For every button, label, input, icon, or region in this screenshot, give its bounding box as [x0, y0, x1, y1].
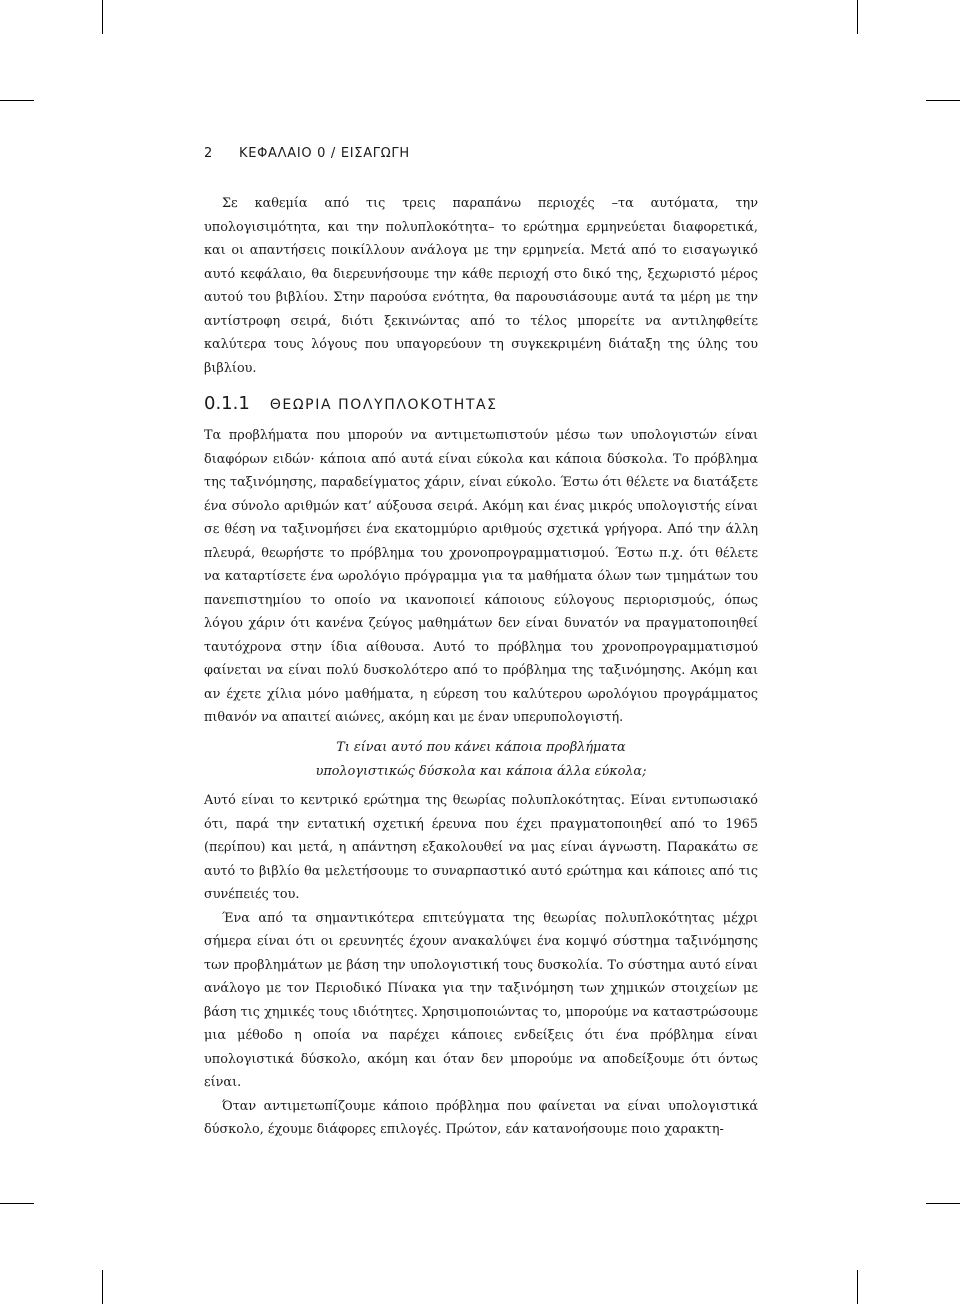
page-number: 2 [204, 146, 213, 161]
intro-paragraph: Σε καθεμία από τις τρεις παραπάνω περιοχές –τα αυτόματα, την υπολογισιμότητα, και την πολυπλοκότητα– το ερώτημα ερμηνεύεται διαφορετικά, και οι απαντήσεις ποικίλλουν ανάλογα με την ερμηνεία. Μετά από το εισαγωγικό αυτό κεφάλαιο, θα διερευνήσουμε την κάθε περιοχή στο δικό της, ξεχωριστό μέρος αυτού του βιβλίου. Στην παρούσα ενότητα, θα παρουσιάσουμε αυτά τα μέρη με την αντίστροφη σειρά, διότι ξεκινώντας από το τέλος μπορείτε να αντιληφθείτε καλύτερα τους λόγους που υπαγορεύουν τη συγκεκριμένη διάταξη της ύλης του βιβλίου. [204, 196, 758, 376]
crop-mark-left-bottom [0, 1203, 34, 1204]
central-question-line-1: Τι είναι αυτό που κάνει κάποια προβλήματα [336, 740, 626, 755]
crop-mark-bottom-right [857, 1270, 858, 1304]
body-block [204, 789, 758, 1142]
body-paragraph-1: Αυτό είναι το κεντρικό ερώτημα της θεωρίας πολυπλοκότητας. Είναι εντυπωσιακό ότι, παρά την εντατική σχετική έρευνα που έχει πραγματοποιηθεί από το 1965 (περίπου) και μετά, η απάντηση εξακολουθεί να μας είναι άγνωστη. Παρακάτω σε αυτό το βιβλίο θα μελετήσουμε το συναρπαστικό αυτό ερώτημα και κάποιες από τις συνέπειές του. [204, 793, 758, 902]
crop-mark-left-top [0, 100, 34, 101]
running-header [204, 146, 410, 161]
section-title: ΘΕΩΡΙΑ ΠΟΛΥΠΛΟΚΟΤΗΤΑΣ [269, 397, 498, 413]
central-question [204, 736, 758, 783]
section-number: 0.1.1 [204, 393, 250, 414]
central-question-line-2: υπολογιστικώς δύσκολα και κάποια άλλα εύκολα; [315, 763, 647, 779]
crop-mark-right-bottom [926, 1203, 960, 1204]
body-paragraph-2: Ένα από τα σημαντικότερα επιτεύγματα της θεωρίας πολυπλοκότητας μέχρι σήμερα είναι ότι οι ερευνητές έχουν ανακαλύψει ένα κομψό σύστημα ταξινόμησης των προβλημάτων με βάση την υπολογιστική τους δυσκολία. Το σύστημα αυτό είναι ανάλογο με τον Περιοδικό Πίνακα για την ταξινόμηση των χημικών στοιχείων με βάση τις χημικές τους ιδιότητες. Χρησιμοποιώντας το, μπορούμε να καταστρώσουμε μια μέθοδο η οποία να παρέχει κάποιες ενδείξεις ότι ένα πρόβλημα είναι υπολογιστικά δύσκολο, ακόμη και όταν δεν μπορούμε να αποδείξουμε ότι όντως είναι. [204, 910, 758, 1090]
body-paragraph-3: Όταν αντιμετωπίζουμε κάποιο πρόβλημα που φαίνεται να είναι υπολογιστικά δύσκολο, έχουμε διάφορες επιλογές. Πρώτον, εάν κατανοήσουμε ποιο χαρακτη- [204, 1098, 758, 1137]
section-paragraph: Τα προβλήματα που μπορούν να αντιμετωπιστούν μέσω των υπολογιστών είναι διαφόρων ειδών· κάποια από αυτά είναι εύκολα και κάποια δύσκολα. Το πρόβλημα της ταξινόμησης, παραδείγματος χάριν, είναι εύκολο. Έστω ότι θέλετε να διατάξετε ένα σύνολο αριθμών κατ’ αύξουσα σειρά. Ακόμη και ένας μικρός υπολογιστής είναι σε θέση να ταξινομήσει ένα εκατομμύριο αριθμούς σχετικά γρήγορα. Από την άλλη πλευρά, θεωρήστε το πρόβλημα του χρονοπρογραμματισμού. Έστω π.χ. ότι θέλετε να καταρτίσετε ένα ωρολόγιο πρόγραμμα για τα μαθήματα όλων των τμημάτων του πανεπιστημίου το οποίο να ικανοποιεί κάποιους εύλογους περιορισμούς, όπως λόγου χάριν ότι κανένα ζεύγος μαθημάτων δεν είναι δυνατόν να πραγματοποιηθεί ταυτόχρονα στην ίδια αίθουσα. Αυτό το πρόβλημα του χρονοπρογραμματισμού φαίνεται να είναι πολύ δυσκολότερο από το πρόβλημα της ταξινόμησης. Ακόμη και αν έχετε χίλια μόνο μαθήματα, η εύρεση του καλύτερου ωρολόγιου προγράμματος πιθανόν να απαιτεί αιώνες, ακόμη και με έναν υπερυπολογιστή. [204, 428, 758, 725]
crop-mark-top-right [857, 0, 858, 34]
crop-mark-bottom-left [102, 1270, 103, 1304]
crop-mark-top-left [102, 0, 103, 34]
running-title: ΚΕΦΑΛΑΙΟ 0 / ΕΙΣΑΓΩΓΗ [238, 146, 410, 161]
section-block [204, 424, 758, 730]
intro-block [204, 192, 758, 380]
crop-mark-right-top [926, 100, 960, 101]
section-heading [204, 393, 498, 414]
